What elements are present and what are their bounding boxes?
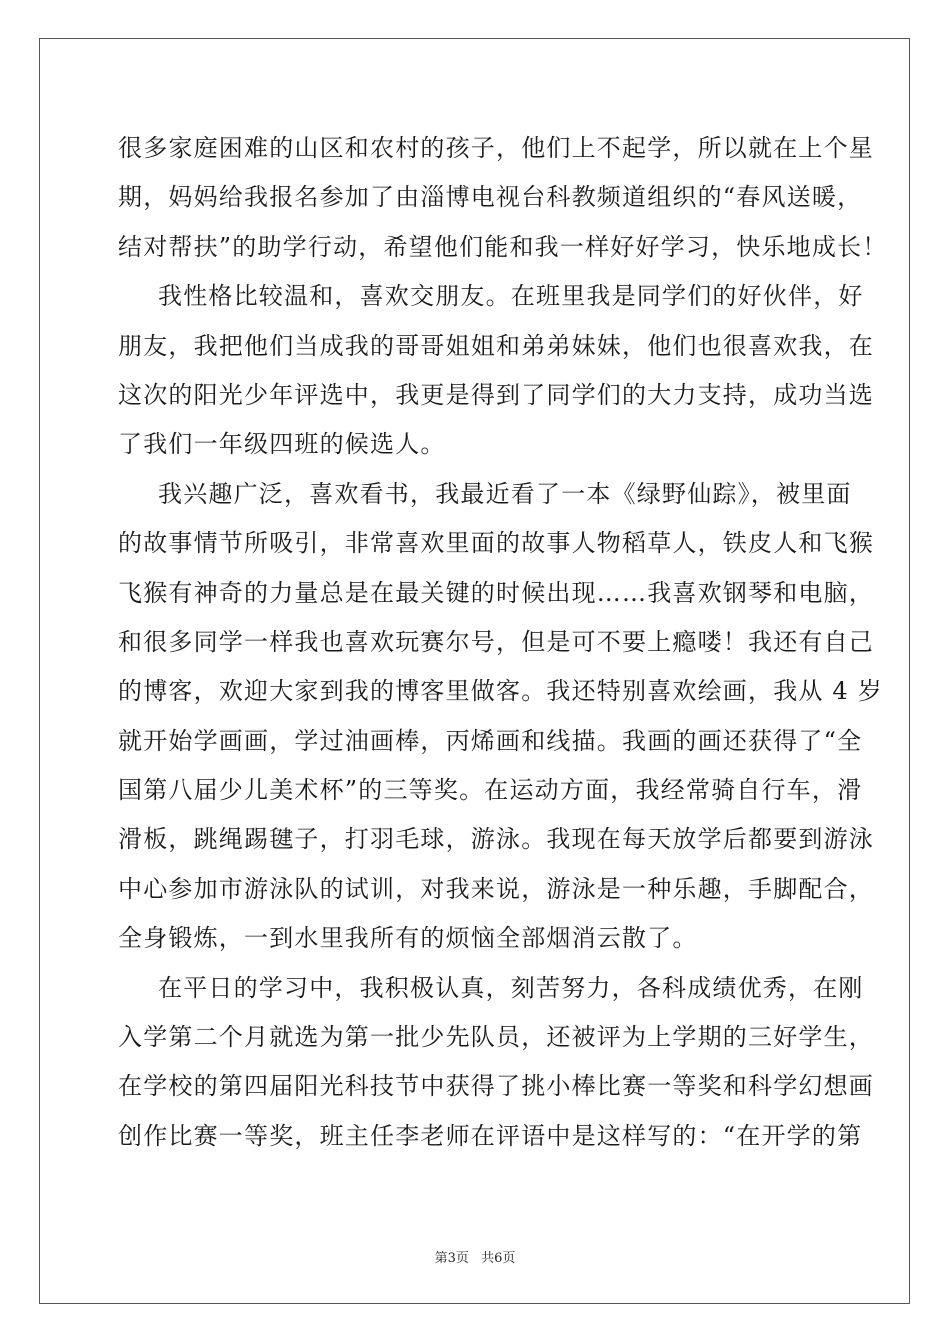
text-line: 全身锻炼，一到水里我所有的烦恼全部烟消云散了。 <box>118 924 698 953</box>
text-line: 滑板，跳绳踢毽子，打羽毛球，游泳。我现在每天放学后都要到游泳 <box>118 825 874 854</box>
text-line: 的博客，欢迎大家到我的博客里做客。我还特别喜欢绘画，我从 4 岁 <box>118 677 883 706</box>
page-total: 共6页 <box>481 1251 516 1266</box>
paragraph-start-line: 我性格比较温和，喜欢交朋友。在班里我是同学们的好伙伴，好 <box>158 282 864 311</box>
text-line: 的故事情节所吸引，非常喜欢里面的故事人物稻草人，铁皮人和飞猴 <box>118 529 874 558</box>
text-line: 朋友，我把他们当成我的哥哥姐姐和弟弟妹妹，他们也很喜欢我，在 <box>118 331 874 360</box>
text-line: 入学第二个月就选为第一批少先队员，还被评为上学期的三好学生， <box>118 1023 874 1052</box>
page-footer <box>0 1247 950 1266</box>
paragraph-start-line: 我兴趣广泛，喜欢看书，我最近看了一本《绿野仙踪》，被里面 <box>158 479 852 508</box>
text-line: 这次的阳光少年评选中，我更是得到了同学们的大力支持，成功当选 <box>118 380 874 409</box>
text-line: 很多家庭困难的山区和农村的孩子，他们上不起学，所以就在上个星 <box>118 134 874 162</box>
text-line: 创作比赛一等奖，班主任李老师在评语中是这样写的：“在开学的第 <box>118 1121 863 1150</box>
text-line: 国第八届少儿美术杯”的三等奖。在运动方面，我经常骑自行车，滑 <box>118 776 863 805</box>
text-line: 结对帮扶”的助学行动，希望他们能和我一样好好学习，快乐地成长！ <box>118 232 888 261</box>
document-body <box>118 124 888 1161</box>
text-line: 在学校的第四届阳光科技节中获得了挑小棒比赛一等奖和科学幻想画 <box>118 1072 874 1101</box>
paragraph-start-line: 在平日的学习中，我积极认真，刻苦努力，各科成绩优秀，在刚 <box>158 973 864 1002</box>
text-line: 就开始学画画，学过油画棒，丙烯画和线描。我画的画还获得了“全 <box>118 726 863 755</box>
text-line: 飞猴有神奇的力量总是在最关键的时候出现……我喜欢钢琴和电脑， <box>118 578 874 607</box>
text-line: 期，妈妈给我报名参加了由淄博电视台科教频道组织的“春风送暖， <box>118 183 863 212</box>
text-line: 中心参加市游泳队的试训，对我来说，游泳是一种乐趣，手脚配合， <box>118 874 874 903</box>
text-line: 和很多同学一样我也喜欢玩赛尔号，但是可不要上瘾喽！我还有自己 <box>118 627 874 656</box>
text-line: 了我们一年级四班的候选人。 <box>118 430 446 459</box>
page-number: 第3页 <box>434 1251 469 1266</box>
